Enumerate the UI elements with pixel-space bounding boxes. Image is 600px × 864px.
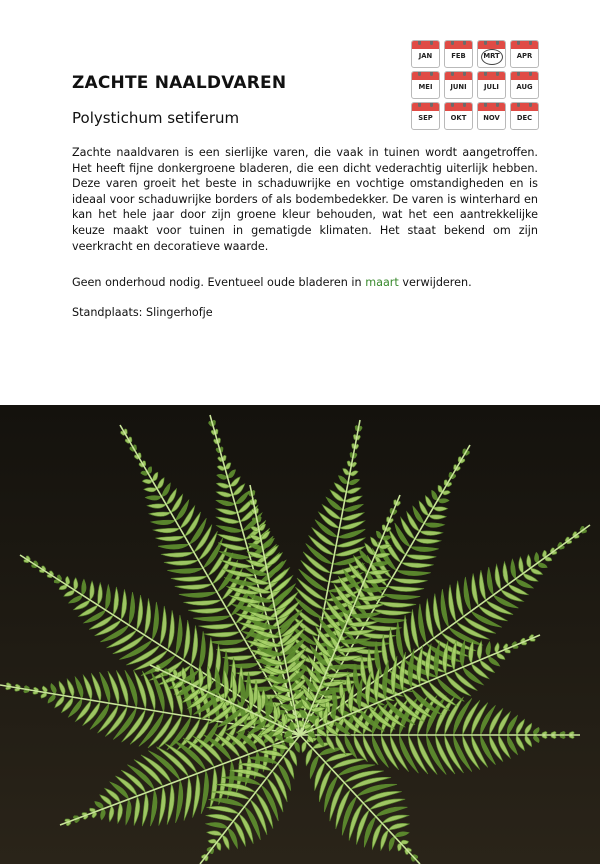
calendar-ring-icon [451, 71, 454, 76]
calendar-month-label: APR [516, 52, 533, 60]
calendar-ring-icon [496, 40, 499, 45]
calendar-ring-icon [418, 40, 421, 45]
calendar-month-label: SEP [418, 114, 433, 122]
calendar-ring-icon [484, 71, 487, 76]
calendar-month-label: DEC [516, 114, 533, 122]
month-calendar [411, 40, 541, 130]
calendar-ring-icon [463, 102, 466, 107]
calendar-header-bar [412, 72, 439, 80]
calendar-month-aug [510, 71, 539, 99]
calendar-month-mei [411, 71, 440, 99]
calendar-header-bar [412, 103, 439, 111]
calendar-ring-icon [529, 71, 532, 76]
calendar-header-bar [511, 103, 538, 111]
calendar-ring-icon [430, 71, 433, 76]
calendar-header-bar [412, 41, 439, 49]
calendar-month-nov [477, 102, 506, 130]
calendar-month-label: JAN [418, 52, 433, 60]
plant-location: Standplaats: Slingerhofje [72, 306, 213, 319]
calendar-ring-icon [517, 102, 520, 107]
calendar-ring-icon [418, 71, 421, 76]
calendar-ring-icon [529, 102, 532, 107]
maintenance-text-after: verwijderen. [398, 276, 472, 289]
calendar-ring-icon [451, 40, 454, 45]
calendar-month-label: OKT [450, 114, 467, 122]
calendar-month-mrt [477, 40, 506, 68]
calendar-ring-icon [496, 102, 499, 107]
calendar-month-label: AUG [516, 83, 533, 91]
calendar-header-bar [478, 41, 505, 49]
calendar-month-label: MRT [478, 52, 505, 60]
calendar-month-okt [444, 102, 473, 130]
calendar-month-label: FEB [451, 52, 466, 60]
calendar-header-bar [511, 72, 538, 80]
calendar-ring-icon [430, 40, 433, 45]
calendar-month-dec [510, 102, 539, 130]
calendar-ring-icon [484, 102, 487, 107]
calendar-header-bar [478, 72, 505, 80]
fern-illustration [0, 405, 600, 864]
calendar-ring-icon [517, 40, 520, 45]
calendar-ring-icon [496, 71, 499, 76]
calendar-month-label: MEI [418, 83, 433, 91]
calendar-month-sep [411, 102, 440, 130]
calendar-ring-icon [430, 102, 433, 107]
calendar-ring-icon [484, 40, 487, 45]
calendar-month-juni [444, 71, 473, 99]
calendar-ring-icon [529, 40, 532, 45]
calendar-header-bar [511, 41, 538, 49]
maintenance-text-before: Geen onderhoud nodig. Eventueel oude bladeren in [72, 276, 366, 289]
calendar-month-label: JUNI [450, 83, 467, 91]
calendar-ring-icon [517, 71, 520, 76]
fern-photo [0, 405, 600, 864]
calendar-month-label: NOV [483, 114, 500, 122]
calendar-month-feb [444, 40, 473, 68]
calendar-ring-icon [418, 102, 421, 107]
plant-description: Zachte naaldvaren is een sierlijke varen, die vaak in tuinen wordt aangetroffen. Het heeft fijne donkergroene bladeren, die een dicht vederachtig uiterlijk hebben. Deze varen groeit het beste in schaduwrijke en vochtige omstandigheden en is ideaal voor schaduwrijke borders of als bodembedekker. De varen is winterhard en kan het hele jaar door zijn groene kleur behouden, wat het een aantrekkelijke keuze maakt voor tuinen in gematigde klimaten. Het staat bekend om zijn veerkracht en decoratieve waarde. [72, 146, 538, 253]
plant-latin-name: Polystichum setiferum [72, 109, 240, 127]
calendar-header-bar [445, 41, 472, 49]
maintenance-month-highlight: maart [365, 276, 399, 289]
calendar-header-bar [445, 72, 472, 80]
calendar-month-label: JULI [484, 83, 499, 91]
calendar-ring-icon [463, 71, 466, 76]
calendar-header-bar [445, 103, 472, 111]
maintenance-note [72, 275, 538, 291]
calendar-ring-icon [451, 102, 454, 107]
calendar-month-apr [510, 40, 539, 68]
calendar-ring-icon [463, 40, 466, 45]
plant-title: ZACHTE NAALDVAREN [72, 73, 287, 93]
calendar-month-jan [411, 40, 440, 68]
calendar-header-bar [478, 103, 505, 111]
calendar-month-juli [477, 71, 506, 99]
